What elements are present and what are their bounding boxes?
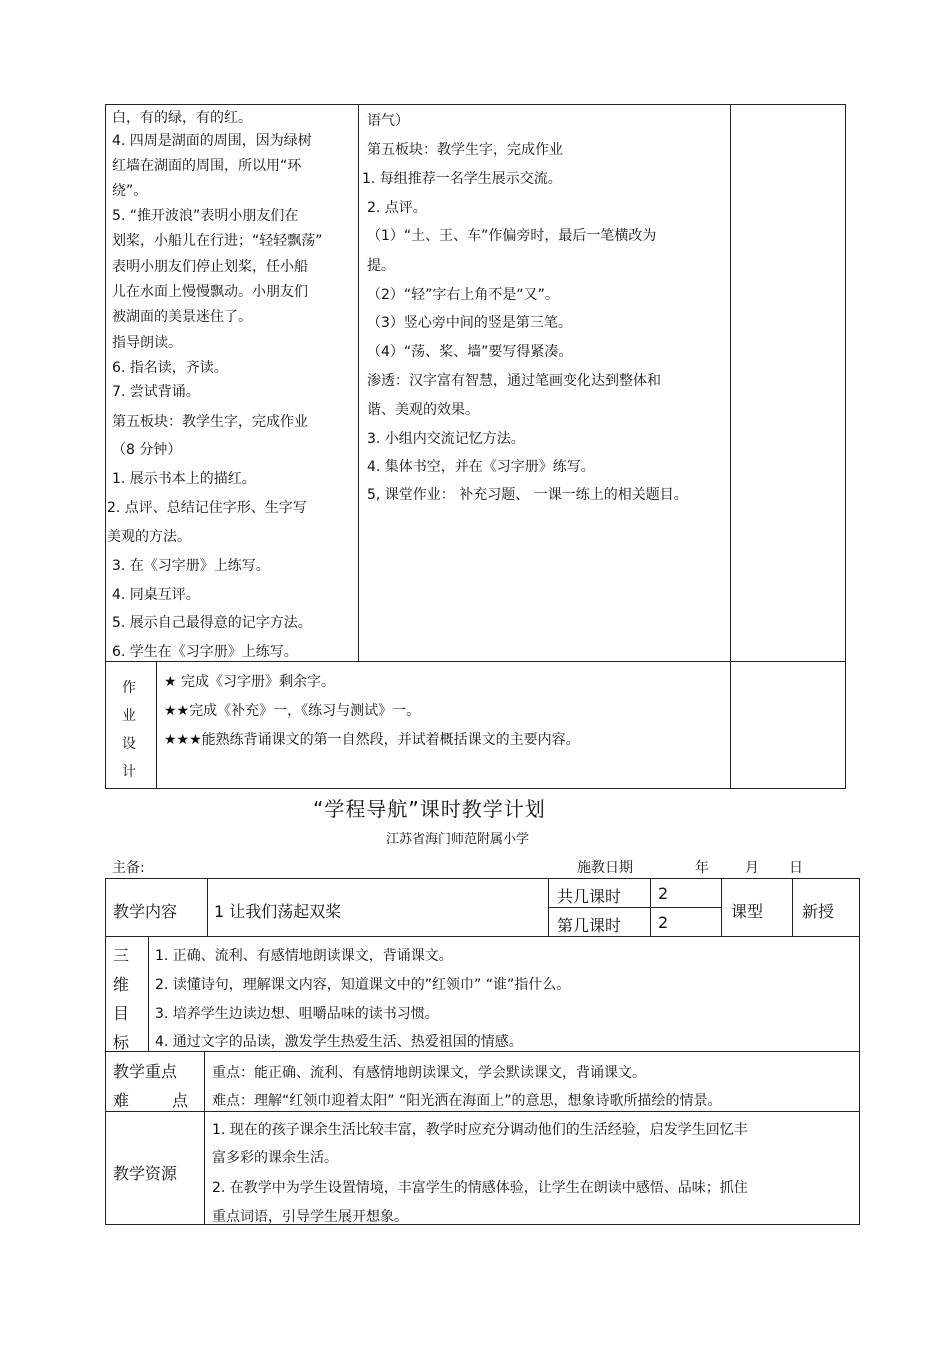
homework-label-char: 计: [122, 764, 136, 780]
page-title: “学程导航”课时教学计划: [313, 797, 546, 821]
left-text-line: 儿在水面上慢慢飘动。小朋友们: [112, 284, 308, 300]
resource-line: 1. 现在的孩子课余生活比较丰富，教学时应充分调动他们的生活经验，启发学生回忆丰: [212, 1122, 748, 1138]
table-border: [548, 907, 721, 908]
mid-text-line: （1）“土、王、车”作偏旁时，最后一笔横改为: [367, 228, 657, 244]
left-text-line: 指导朗读。: [112, 335, 182, 351]
left-text-line: 4. 同桌互评。: [112, 587, 200, 603]
homework-item: ★★★能熟练背诵课文的第一自然段，并试着概括课文的主要内容。: [164, 732, 580, 748]
goals-label-char: 标: [113, 1033, 130, 1052]
table-border: [792, 878, 793, 936]
table-border: [204, 1051, 205, 1225]
table-border: [105, 878, 106, 1225]
resource-line: 富多彩的课余生活。: [212, 1150, 338, 1166]
total-lessons-value: 2: [658, 884, 669, 903]
table-border: [845, 104, 846, 789]
difficulty-label-char: 难: [113, 1091, 130, 1110]
table-border: [721, 878, 722, 936]
left-text-line: 表明小朋友们停止划桨，任小船: [112, 259, 308, 275]
table-border: [105, 1051, 860, 1052]
homework-label-char: 设: [122, 736, 136, 752]
year-label: 年: [695, 860, 709, 876]
left-text-line: 绕”。: [112, 183, 148, 199]
homework-label-char: 作: [122, 680, 136, 696]
table-border: [105, 104, 106, 789]
mid-text-line: 提。: [367, 258, 395, 274]
table-border: [105, 788, 846, 789]
content-value: 1 让我们荡起双桨: [214, 902, 342, 921]
lesson-type-value: 新授: [802, 902, 835, 921]
difficult-point-text: 难点：理解“红领巾迎着太阳” “阳光洒在海面上”的意思，想象诗歌所描绘的情景。: [212, 1093, 722, 1109]
left-text-line: 2. 点评、总结记住字形、生字写: [107, 500, 307, 516]
left-text-line: （8 分钟）: [112, 442, 182, 458]
table-border: [156, 661, 157, 788]
goals-label-char: 三: [113, 946, 130, 965]
month-label: 月: [745, 860, 759, 876]
date-label: 施教日期: [577, 860, 633, 876]
mid-text-line: 渗透：汉字富有智慧，通过笔画变化达到整体和: [367, 373, 661, 389]
left-text-line: 划桨，小船儿在行进；“轻轻飘荡”: [112, 233, 323, 249]
table-border: [105, 936, 860, 937]
mid-text-line: 谐、美观的效果。: [367, 402, 479, 418]
table-border: [548, 878, 549, 936]
key-points-label: 教学重点: [113, 1062, 178, 1081]
homework-item: ★ 完成《习字册》剩余字。: [164, 674, 336, 690]
table-border: [148, 936, 149, 1051]
lesson-number-label: 第几课时: [557, 916, 622, 935]
left-text-line: 5. “推开波浪”表明小朋友们在: [112, 208, 299, 224]
lesson-type-label: 课型: [731, 902, 764, 921]
table-border: [105, 878, 860, 879]
total-lessons-label: 共几课时: [557, 887, 622, 906]
preparer-label: 主备:: [112, 860, 145, 876]
left-text-line: 红墙在湖面的周围，所以用“环: [112, 158, 302, 174]
homework-item: ★★完成《补充》一，《练习与测试》一。: [164, 703, 421, 719]
left-text-line: 5. 展示自己最得意的记字方法。: [112, 615, 312, 631]
left-text-line: 3. 在《习字册》上练写。: [112, 558, 270, 574]
day-label: 日: [789, 860, 803, 876]
mid-text-line: 2. 点评。: [367, 200, 427, 216]
left-text-line: 7. 尝试背诵。: [112, 384, 200, 400]
key-point-text: 重点：能正确、流利、有感情地朗读课文，学会默读课文，背诵课文。: [212, 1065, 646, 1081]
goal-item: 1. 正确、流利、有感情地朗读课文，背诵课文。: [155, 948, 453, 964]
table-border: [105, 1111, 860, 1112]
mid-text-line: 1. 每组推荐一名学生展示交流。: [362, 171, 562, 187]
table-border: [859, 878, 860, 1225]
goals-label-char: 目: [113, 1004, 130, 1023]
left-text-line: 6. 指名读，齐读。: [112, 360, 228, 376]
homework-label-char: 业: [122, 708, 136, 724]
left-text-line: 6. 学生在《习字册》上练写。: [112, 644, 298, 660]
left-text-line: 4. 四周是湖面的周围，因为绿树: [112, 133, 312, 149]
goal-item: 4. 通过文字的品读，激发学生热爱生活、热爱祖国的情感。: [155, 1034, 523, 1050]
goal-item: 2. 读懂诗句，理解课文内容，知道课文中的”红领巾” “谁”指什么。: [155, 977, 571, 993]
resource-line: 重点词语，引导学生展开想象。: [212, 1209, 408, 1225]
mid-text-line: （4）“荡、桨、墙”要写得紧凑。: [367, 344, 573, 360]
mid-text-line: （3）竖心旁中间的竖是第三笔。: [367, 315, 572, 331]
mid-text-line: 语气）: [367, 113, 409, 129]
mid-text-line: 3. 小组内交流记忆方法。: [367, 431, 525, 447]
left-text-line: 白，有的绿，有的红。: [112, 110, 252, 126]
left-text-line: 1. 展示书本上的描红。: [112, 471, 256, 487]
table-border: [358, 104, 359, 661]
mid-text-line: （2）“轻”字右上角不是“又”。: [367, 287, 559, 303]
table-border: [730, 104, 731, 789]
school-name: 江苏省海门师范附属小学: [386, 832, 530, 847]
mid-text-line: 5, 课堂作业： 补充习题、 一课一练上的相关题目。: [367, 487, 688, 503]
resources-label: 教学资源: [113, 1164, 178, 1183]
resource-line: 2. 在教学中为学生设置情境，丰富学生的情感体验，让学生在朗读中感悟、品味；抓住: [212, 1180, 748, 1196]
left-text-line: 被湖面的美景迷住了。: [112, 309, 252, 325]
table-border: [105, 661, 846, 662]
goals-label-char: 维: [113, 975, 130, 994]
lesson-number-value: 2: [658, 913, 669, 932]
table-border: [207, 878, 208, 936]
content-label: 教学内容: [113, 902, 178, 921]
difficulty-label-char: 点: [172, 1091, 189, 1110]
table-border: [650, 878, 651, 936]
left-text-line: 第五板块：教学生字，完成作业: [112, 414, 308, 430]
mid-text-line: 第五板块：教学生字，完成作业: [367, 142, 563, 158]
left-text-line: 美观的方法。: [107, 529, 191, 545]
goal-item: 3. 培养学生边读边想、咀嚼品味的读书习惯。: [155, 1006, 439, 1022]
mid-text-line: 4. 集体书空，并在《习字册》练写。: [367, 459, 595, 475]
table-border: [105, 104, 846, 105]
